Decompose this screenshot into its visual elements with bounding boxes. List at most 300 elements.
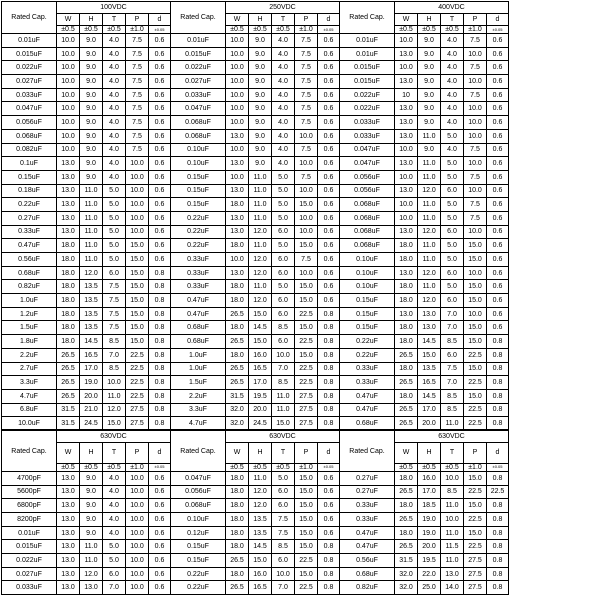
dimension-cell-p: 7.5 xyxy=(295,116,318,130)
dimension-cell-w: 13.0 xyxy=(395,129,418,143)
table-row xyxy=(2,499,509,513)
dimension-cell-d: 0.6 xyxy=(487,184,509,198)
dimension-cell-h: 9.0 xyxy=(80,47,103,61)
capacitance-cell: 0.022uF xyxy=(2,554,57,568)
capacitance-cell: 0.22uF xyxy=(171,581,226,595)
capacitance-cell: 0.47uF xyxy=(340,403,395,417)
dimension-cell-t: 4.0 xyxy=(103,102,126,116)
bottom-section-column-header-row xyxy=(2,442,509,463)
dimension-cell-h: 9.0 xyxy=(418,116,441,130)
dimension-cell-h: 12.0 xyxy=(249,253,272,267)
rated-cap-header: Rated Cap. xyxy=(2,2,57,34)
dimension-cell-h: 9.0 xyxy=(249,116,272,130)
dimension-cell-p: 7.5 xyxy=(126,88,149,102)
dimension-cell-t: 4.0 xyxy=(103,47,126,61)
dimension-cell-p: 10.0 xyxy=(295,157,318,171)
dimension-cell-d: 0.8 xyxy=(149,321,171,335)
capacitance-cell: 0.047uF xyxy=(2,102,57,116)
capacitance-cell: 0.10uF xyxy=(171,157,226,171)
capacitance-cell: 0.027uF xyxy=(2,567,57,581)
dimension-cell-t: 6.0 xyxy=(441,184,464,198)
dimension-cell-w: 10.0 xyxy=(226,253,249,267)
dimension-cell-h: 11.0 xyxy=(249,280,272,294)
dimension-cell-t: 4.0 xyxy=(441,102,464,116)
dimension-cell-h: 11.0 xyxy=(418,157,441,171)
dimension-cell-t: 4.0 xyxy=(441,34,464,48)
dimension-cell-w: 26.5 xyxy=(57,348,80,362)
dimension-cell-h: 11.0 xyxy=(80,211,103,225)
capacitance-cell: 1.8uF xyxy=(2,335,57,349)
column-header-p: P xyxy=(126,14,149,26)
dimension-cell-t: 7.5 xyxy=(103,321,126,335)
dimension-cell-p: 7.5 xyxy=(126,61,149,75)
dimension-cell-h: 9.0 xyxy=(80,471,103,485)
capacitance-cell: 0.33uF xyxy=(171,266,226,280)
dimension-cell-d: 0.8 xyxy=(487,403,509,417)
dimension-cell-d: 0.6 xyxy=(149,61,171,75)
dimension-cell-t: 4.0 xyxy=(272,88,295,102)
capacitance-cell: 0.47uF xyxy=(340,389,395,403)
dimension-cell-h: 9.0 xyxy=(418,61,441,75)
dimension-cell-t: 10.0 xyxy=(272,567,295,581)
table-row xyxy=(2,225,509,239)
dimension-cell-t: 4.0 xyxy=(103,513,126,527)
dimension-cell-w: 31.5 xyxy=(226,389,249,403)
dimension-cell-p: 22.5 xyxy=(295,307,318,321)
dimension-cell-d: 0.6 xyxy=(149,239,171,253)
dimension-cell-w: 18.0 xyxy=(57,239,80,253)
dimension-cell-t: 6.0 xyxy=(272,307,295,321)
column-header-p: P xyxy=(295,14,318,26)
dimension-cell-w: 13.0 xyxy=(226,184,249,198)
dimension-cell-d: 0.8 xyxy=(149,389,171,403)
dimension-cell-w: 13.0 xyxy=(395,307,418,321)
dimension-cell-p: 15.0 xyxy=(295,567,318,581)
tolerance-p: ±1.0 xyxy=(464,26,487,34)
column-header-h: H xyxy=(418,14,441,26)
column-header-t: T xyxy=(272,442,295,463)
tolerance-p: ±1.0 xyxy=(126,463,149,471)
dimension-cell-p: 7.5 xyxy=(464,143,487,157)
dimension-cell-d: 0.8 xyxy=(487,348,509,362)
tolerance-h: ±0.5 xyxy=(418,26,441,34)
dimension-cell-w: 10.0 xyxy=(57,34,80,48)
capacitance-cell: 0.68uF xyxy=(171,335,226,349)
dimension-cell-p: 27.5 xyxy=(464,554,487,568)
dimension-cell-d: 0.6 xyxy=(149,499,171,513)
dimension-cell-t: 4.0 xyxy=(441,143,464,157)
capacitance-cell: 0.22uF xyxy=(340,335,395,349)
table-row xyxy=(2,143,509,157)
table-row xyxy=(2,362,509,376)
capacitance-cell: 4.7uF xyxy=(2,389,57,403)
dimension-cell-w: 10.0 xyxy=(226,34,249,48)
dimension-cell-h: 16.0 xyxy=(249,348,272,362)
tolerance-w: ±0.5 xyxy=(395,463,418,471)
column-header-d: d xyxy=(318,442,340,463)
column-header-t: T xyxy=(441,442,464,463)
capacitance-cell: 4.7uF xyxy=(171,417,226,431)
dimension-cell-w: 10.0 xyxy=(226,143,249,157)
dimension-cell-w: 18.0 xyxy=(395,321,418,335)
capacitance-cell: 0.022uF xyxy=(171,61,226,75)
dimension-cell-d: 0.6 xyxy=(487,239,509,253)
dimension-cell-t: 5.0 xyxy=(272,170,295,184)
dimension-cell-p: 7.5 xyxy=(295,47,318,61)
dimension-cell-p: 22.5 xyxy=(295,376,318,390)
dimension-cell-d: 0.6 xyxy=(487,211,509,225)
dimension-cell-p: 10.0 xyxy=(295,184,318,198)
dimension-cell-p: 15.0 xyxy=(464,362,487,376)
dimension-cell-h: 13.5 xyxy=(80,294,103,308)
dimension-cell-t: 6.0 xyxy=(272,225,295,239)
capacitance-cell: 0.10uF xyxy=(340,280,395,294)
capacitance-cell: 0.27uF xyxy=(2,211,57,225)
dimension-cell-d: 0.8 xyxy=(318,335,340,349)
dimension-cell-p: 22.5 xyxy=(126,389,149,403)
column-header-t: T xyxy=(103,14,126,26)
capacitance-cell: 0.047uF xyxy=(171,471,226,485)
dimension-cell-w: 26.5 xyxy=(57,389,80,403)
dimension-cell-p: 27.5 xyxy=(295,417,318,431)
dimension-cell-p: 7.5 xyxy=(126,102,149,116)
dimension-cell-t: 6.0 xyxy=(272,554,295,568)
dimension-cell-p: 10.0 xyxy=(464,225,487,239)
top-section-column-header-row xyxy=(2,14,509,26)
dimension-cell-h: 20.0 xyxy=(418,417,441,431)
dimension-cell-h: 9.0 xyxy=(80,88,103,102)
dimension-cell-t: 5.0 xyxy=(103,211,126,225)
dimension-cell-p: 27.5 xyxy=(295,403,318,417)
dimension-cell-w: 18.0 xyxy=(395,499,418,513)
capacitance-cell: 0.10uF xyxy=(171,143,226,157)
dimension-cell-w: 10.0 xyxy=(57,47,80,61)
capacitance-cell: 0.27uF xyxy=(340,471,395,485)
dimension-cell-t: 4.0 xyxy=(103,88,126,102)
dimension-cell-t: 15.0 xyxy=(272,417,295,431)
dimension-cell-d: 0.6 xyxy=(318,211,340,225)
dimension-cell-p: 22.5 xyxy=(295,335,318,349)
dimension-cell-t: 7.5 xyxy=(103,307,126,321)
dimension-cell-d: 0.8 xyxy=(318,376,340,390)
dimension-cell-t: 13.0 xyxy=(441,567,464,581)
dimension-cell-p: 7.5 xyxy=(126,143,149,157)
dimension-cell-t: 5.0 xyxy=(272,198,295,212)
dimension-cell-d: 0.8 xyxy=(149,417,171,431)
dimension-cell-t: 4.0 xyxy=(103,471,126,485)
dimension-cell-w: 13.0 xyxy=(57,211,80,225)
dimension-cell-t: 11.0 xyxy=(441,554,464,568)
dimension-cell-p: 15.0 xyxy=(295,471,318,485)
dimension-cell-h: 12.0 xyxy=(80,266,103,280)
tolerance-h: ±0.5 xyxy=(418,463,441,471)
table-row xyxy=(2,417,509,431)
column-header-t: T xyxy=(272,14,295,26)
dimension-cell-h: 24.5 xyxy=(80,417,103,431)
dimension-cell-t: 5.0 xyxy=(272,184,295,198)
dimension-cell-t: 11.0 xyxy=(272,403,295,417)
dimension-cell-t: 8.5 xyxy=(272,376,295,390)
table-row xyxy=(2,75,509,89)
capacitance-cell: 0.068uF xyxy=(340,211,395,225)
dimension-cell-h: 16.0 xyxy=(418,471,441,485)
capacitance-cell: 0.22uF xyxy=(171,211,226,225)
capacitance-cell: 6.8uF xyxy=(2,403,57,417)
tolerance-t: ±0.5 xyxy=(103,463,126,471)
table-row xyxy=(2,526,509,540)
dimension-cell-d: 0.6 xyxy=(487,129,509,143)
dimension-cell-w: 18.0 xyxy=(395,526,418,540)
tolerance-h: ±0.5 xyxy=(249,26,272,34)
dimension-cell-t: 7.5 xyxy=(103,280,126,294)
dimension-cell-p: 7.5 xyxy=(464,34,487,48)
column-header-h: H xyxy=(249,442,272,463)
dimension-cell-w: 18.0 xyxy=(226,348,249,362)
dimension-cell-h: 11.0 xyxy=(249,239,272,253)
capacitance-cell: 0.022uF xyxy=(2,61,57,75)
tolerance-w: ±0.5 xyxy=(57,463,80,471)
dimension-cell-h: 13.5 xyxy=(80,307,103,321)
dimension-cell-p: 10.0 xyxy=(464,47,487,61)
capacitance-cell: 0.056uF xyxy=(2,116,57,130)
dimension-cell-h: 13.0 xyxy=(80,581,103,595)
dimension-cell-p: 15.0 xyxy=(464,526,487,540)
dimension-cell-p: 10.0 xyxy=(126,471,149,485)
voltage-header: 400VDC xyxy=(395,2,509,14)
dimension-cell-h: 9.0 xyxy=(249,61,272,75)
dimension-cell-d: 0.6 xyxy=(318,239,340,253)
dimension-cell-h: 9.0 xyxy=(80,143,103,157)
dimension-cell-t: 4.0 xyxy=(272,129,295,143)
dimension-cell-p: 10.0 xyxy=(295,211,318,225)
dimension-cell-d: 0.6 xyxy=(318,116,340,130)
capacitance-cell: 0.01uF xyxy=(340,34,395,48)
dimension-cell-w: 26.5 xyxy=(395,403,418,417)
dimension-cell-w: 10.0 xyxy=(226,102,249,116)
dimension-cell-w: 18.0 xyxy=(395,335,418,349)
dimension-cell-p: 15.0 xyxy=(295,280,318,294)
dimension-cell-h: 16.5 xyxy=(249,581,272,595)
dimension-cell-d: 0.6 xyxy=(318,184,340,198)
dimension-cell-d: 0.8 xyxy=(487,513,509,527)
table-row xyxy=(2,376,509,390)
dimension-cell-h: 17.0 xyxy=(418,403,441,417)
dimension-cell-d: 0.6 xyxy=(149,198,171,212)
tolerance-d: ±0.05 xyxy=(318,463,340,471)
dimension-cell-d: 0.6 xyxy=(318,253,340,267)
dimension-cell-d: 0.6 xyxy=(149,540,171,554)
dimension-cell-d: 0.8 xyxy=(318,567,340,581)
dimension-cell-t: 10.0 xyxy=(272,348,295,362)
dimension-cell-t: 6.0 xyxy=(272,266,295,280)
dimension-cell-w: 13.0 xyxy=(226,266,249,280)
dimension-cell-p: 15.0 xyxy=(295,499,318,513)
dimension-cell-h: 11.0 xyxy=(418,211,441,225)
dimension-cell-h: 11.0 xyxy=(80,253,103,267)
dimension-cell-h: 9.0 xyxy=(80,116,103,130)
dimension-cell-d: 0.8 xyxy=(149,335,171,349)
dimension-cell-h: 15.0 xyxy=(249,307,272,321)
table-row xyxy=(2,485,509,499)
dimension-cell-d: 0.8 xyxy=(487,389,509,403)
dimension-cell-t: 5.0 xyxy=(272,471,295,485)
capacitance-cell: 0.068uF xyxy=(171,129,226,143)
dimension-cell-p: 10.0 xyxy=(126,198,149,212)
dimension-cell-p: 7.5 xyxy=(295,102,318,116)
column-header-w: W xyxy=(57,442,80,463)
dimension-cell-w: 32.0 xyxy=(226,403,249,417)
capacitance-cell: 1.2uF xyxy=(2,307,57,321)
dimension-cell-d: 0.6 xyxy=(487,198,509,212)
dimension-cell-w: 26.5 xyxy=(226,307,249,321)
dimension-cell-p: 15.0 xyxy=(295,198,318,212)
dimension-cell-w: 32.0 xyxy=(395,581,418,595)
dimension-cell-d: 0.8 xyxy=(318,581,340,595)
dimension-cell-t: 7.5 xyxy=(103,294,126,308)
capacitance-cell: 0.15uF xyxy=(340,321,395,335)
tolerance-p: ±1.0 xyxy=(295,26,318,34)
capacitance-cell: 0.015uF xyxy=(2,540,57,554)
dimension-cell-w: 13.0 xyxy=(226,211,249,225)
capacitance-cell: 5600pF xyxy=(2,485,57,499)
dimension-cell-h: 20.0 xyxy=(249,403,272,417)
dimension-cell-t: 8.5 xyxy=(441,389,464,403)
table-row xyxy=(2,253,509,267)
dimension-cell-p: 27.5 xyxy=(126,403,149,417)
dimension-cell-d: 0.6 xyxy=(487,253,509,267)
rated-cap-header: Rated Cap. xyxy=(171,2,226,34)
capacitance-cell: 0.033uF xyxy=(2,88,57,102)
dimension-cell-w: 26.5 xyxy=(226,335,249,349)
dimension-cell-d: 0.6 xyxy=(318,170,340,184)
dimension-cell-p: 7.5 xyxy=(464,170,487,184)
dimension-cell-t: 6.0 xyxy=(441,225,464,239)
dimension-cell-p: 10.0 xyxy=(126,157,149,171)
dimension-cell-d: 0.8 xyxy=(487,471,509,485)
dimension-cell-w: 10.0 xyxy=(57,129,80,143)
capacitance-cell: 0.33uF xyxy=(340,376,395,390)
dimension-cell-p: 22.5 xyxy=(126,376,149,390)
dimension-cell-h: 19.5 xyxy=(418,554,441,568)
dimension-cell-w: 18.0 xyxy=(226,294,249,308)
tolerance-d: ±0.05 xyxy=(149,463,171,471)
column-header-w: W xyxy=(226,442,249,463)
capacitance-cell: 0.27uF xyxy=(340,485,395,499)
dimension-cell-t: 4.0 xyxy=(441,75,464,89)
capacitance-cell: 0.01uF xyxy=(340,47,395,61)
column-header-p: P xyxy=(464,442,487,463)
dimension-cell-h: 13.0 xyxy=(418,307,441,321)
dimension-cell-w: 10.0 xyxy=(226,116,249,130)
dimension-cell-d: 0.8 xyxy=(318,417,340,431)
dimension-cell-p: 7.5 xyxy=(295,34,318,48)
dimension-cell-h: 16.5 xyxy=(80,348,103,362)
capacitance-cell: 0.15uF xyxy=(171,170,226,184)
dimension-cell-t: 4.0 xyxy=(441,61,464,75)
dimension-cell-t: 4.0 xyxy=(272,47,295,61)
dimension-cell-w: 10.0 xyxy=(226,75,249,89)
dimension-cell-d: 0.6 xyxy=(149,554,171,568)
dimension-cell-h: 22.0 xyxy=(418,567,441,581)
column-header-h: H xyxy=(80,442,103,463)
dimension-cell-h: 9.0 xyxy=(249,75,272,89)
capacitance-cell: 0.01uF xyxy=(171,34,226,48)
tolerance-t: ±0.5 xyxy=(441,463,464,471)
dimension-cell-t: 7.0 xyxy=(441,307,464,321)
dimension-cell-w: 13.0 xyxy=(57,581,80,595)
dimension-cell-p: 15.0 xyxy=(464,389,487,403)
dimension-cell-d: 0.6 xyxy=(487,102,509,116)
dimension-cell-t: 10.0 xyxy=(441,471,464,485)
dimension-cell-d: 0.8 xyxy=(487,526,509,540)
dimension-cell-p: 10.0 xyxy=(464,184,487,198)
dimension-cell-d: 0.8 xyxy=(149,362,171,376)
dimension-cell-d: 0.6 xyxy=(487,88,509,102)
dimension-cell-h: 12.0 xyxy=(249,266,272,280)
dimension-cell-d: 0.6 xyxy=(487,47,509,61)
capacitance-cell: 0.33uF xyxy=(171,253,226,267)
dimension-cell-h: 9.0 xyxy=(80,170,103,184)
dimension-cell-t: 12.0 xyxy=(103,403,126,417)
dimension-cell-w: 18.0 xyxy=(226,540,249,554)
dimension-cell-p: 7.5 xyxy=(295,75,318,89)
dimension-cell-p: 7.5 xyxy=(295,88,318,102)
column-header-w: W xyxy=(226,14,249,26)
dimension-cell-d: 0.6 xyxy=(487,321,509,335)
capacitance-cell: 0.047uF xyxy=(340,143,395,157)
dimension-cell-p: 10.0 xyxy=(295,266,318,280)
dimension-cell-d: 0.6 xyxy=(149,513,171,527)
dimension-cell-t: 5.0 xyxy=(272,280,295,294)
dimension-cell-t: 8.5 xyxy=(441,403,464,417)
dimension-cell-w: 18.0 xyxy=(226,239,249,253)
table-row xyxy=(2,198,509,212)
dimension-cell-h: 11.0 xyxy=(80,198,103,212)
dimension-cell-w: 32.0 xyxy=(395,567,418,581)
dimension-cell-p: 7.5 xyxy=(295,61,318,75)
dimension-cell-t: 4.0 xyxy=(272,75,295,89)
dimension-cell-d: 0.6 xyxy=(149,253,171,267)
dimension-cell-t: 4.0 xyxy=(272,143,295,157)
dimension-cell-h: 12.0 xyxy=(418,266,441,280)
dimension-cell-t: 5.0 xyxy=(441,170,464,184)
dimension-cell-t: 8.5 xyxy=(103,362,126,376)
capacitance-cell: 0.027uF xyxy=(2,75,57,89)
dimension-cell-d: 0.6 xyxy=(318,157,340,171)
capacitance-cell: 0.068uF xyxy=(2,129,57,143)
dimension-cell-h: 12.0 xyxy=(249,294,272,308)
capacitance-cell: 4700pF xyxy=(2,471,57,485)
table-row xyxy=(2,540,509,554)
table-row xyxy=(2,129,509,143)
dimension-cell-w: 18.0 xyxy=(395,389,418,403)
table-row xyxy=(2,294,509,308)
tolerance-p: ±1.0 xyxy=(126,26,149,34)
dimension-cell-w: 18.0 xyxy=(57,253,80,267)
dimension-cell-w: 18.0 xyxy=(395,253,418,267)
capacitance-cell: 0.068uF xyxy=(340,198,395,212)
dimension-cell-w: 18.0 xyxy=(57,321,80,335)
dimension-cell-p: 15.0 xyxy=(295,239,318,253)
dimension-cell-w: 18.0 xyxy=(226,471,249,485)
dimension-cell-w: 18.0 xyxy=(395,280,418,294)
tolerance-p: ±1.0 xyxy=(295,463,318,471)
table-row xyxy=(2,157,509,171)
dimension-cell-h: 9.0 xyxy=(249,157,272,171)
column-header-h: H xyxy=(249,14,272,26)
capacitance-cell: 0.47uF xyxy=(171,307,226,321)
tolerance-t: ±0.5 xyxy=(272,26,295,34)
